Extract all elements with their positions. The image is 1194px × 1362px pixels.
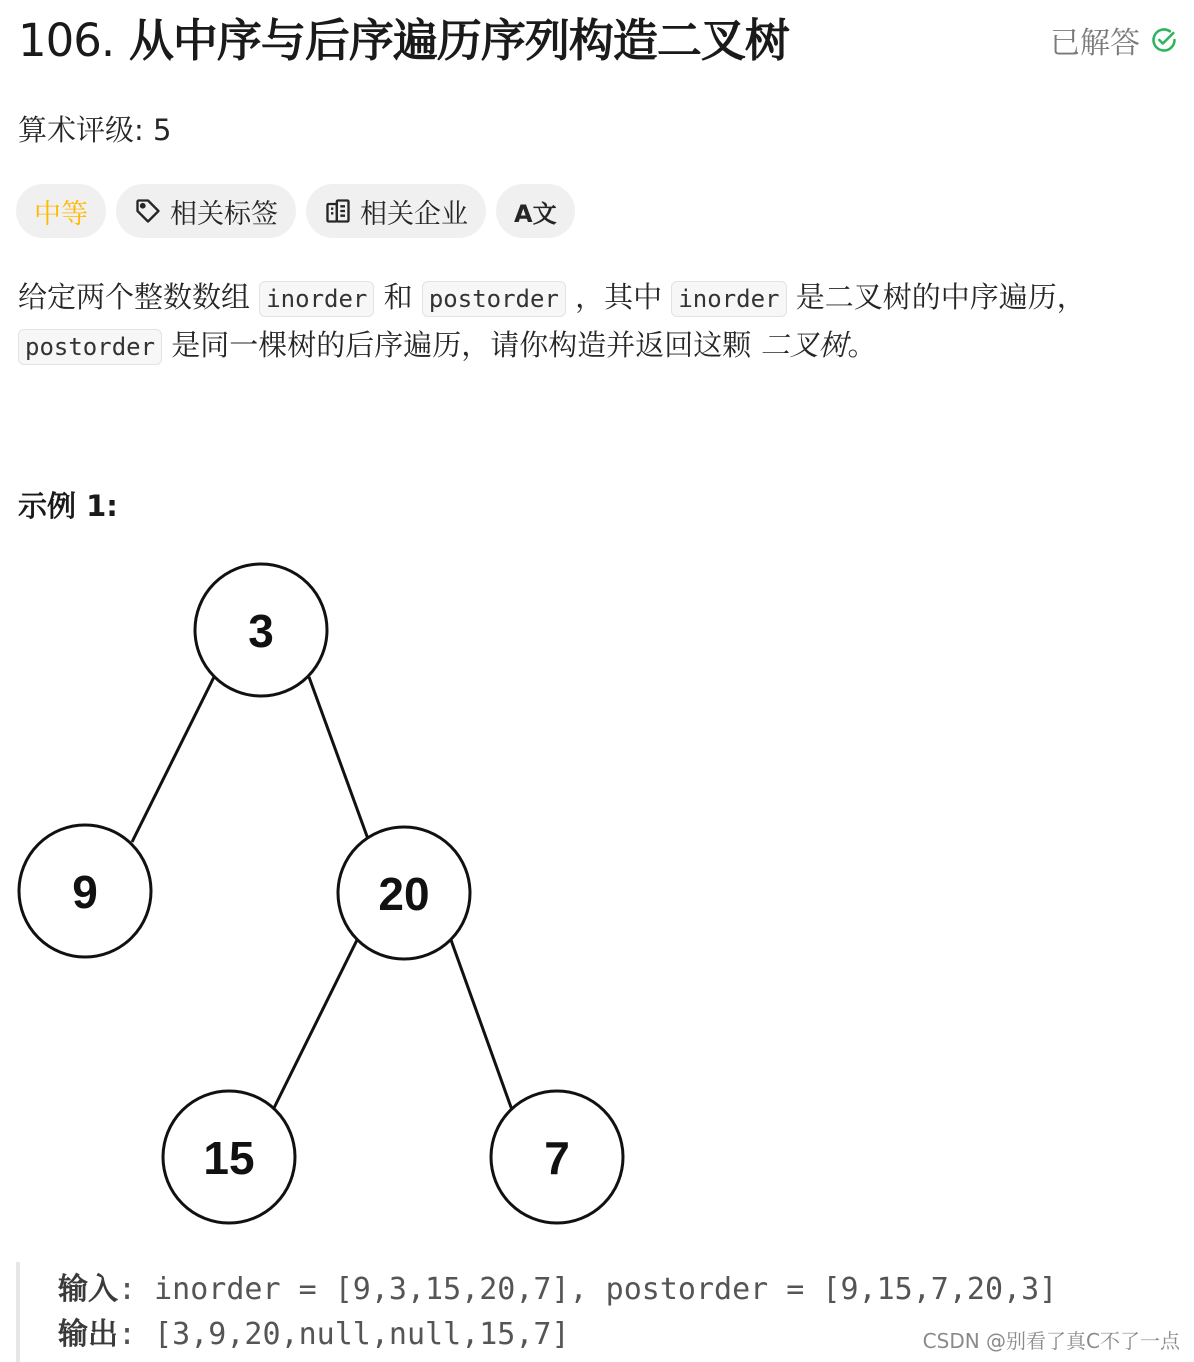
desc-text-binary-tree: 二叉树 [760, 328, 848, 362]
binary-tree-diagram [0, 555, 640, 1235]
problem-description [18, 274, 1178, 370]
rating: 算术评级: 5 [18, 113, 172, 147]
tag-bar [16, 184, 575, 238]
output-label: 输出 [58, 1317, 118, 1352]
edge-3-9 [132, 677, 214, 842]
difficulty-label: 中等 [34, 198, 88, 230]
code-postorder: postorder [422, 281, 566, 317]
code-inorder: inorder [259, 281, 374, 317]
edge-20-15 [273, 940, 357, 1110]
tree-node-9-label: 9 [72, 866, 98, 918]
difficulty-badge[interactable] [16, 184, 106, 238]
solved-label: 已解答 [1050, 26, 1140, 61]
related-tags-button[interactable] [116, 184, 296, 238]
desc-text-5: 是同一棵树的后序遍历，请你构造并返回这颗 [171, 328, 752, 362]
tag-icon [134, 197, 162, 225]
translate-icon: A文 [514, 199, 557, 228]
example-title: 示例 1: [18, 489, 118, 523]
related-companies-button[interactable] [306, 184, 486, 238]
desc-text-3: ，其中 [575, 280, 663, 314]
example-output [58, 1309, 570, 1353]
tree-node-3-label: 3 [248, 605, 274, 657]
input-value: : inorder = [9,3,15,20,7], postorder = [9,15,7,20,3] [118, 1272, 1058, 1307]
desc-text-1: 给定两个整数数组 [18, 280, 251, 314]
tree-node-7-label: 7 [544, 1132, 570, 1184]
input-label: 输入 [58, 1272, 118, 1307]
desc-text-2: 和 [383, 280, 413, 314]
translate-button[interactable] [496, 184, 575, 238]
problem-name: 从中序与后序遍历序列构造二叉树 [128, 14, 789, 67]
example-input [58, 1264, 1057, 1308]
edge-3-20 [309, 677, 368, 839]
watermark: CSDN @别看了真C不了一点 [922, 1329, 1180, 1353]
problem-title [18, 4, 789, 69]
tree-node-15-label: 15 [203, 1132, 255, 1184]
edge-20-7 [451, 940, 512, 1110]
related-tags-label: 相关标签 [170, 198, 278, 230]
tree-node-20-label: 20 [378, 868, 430, 920]
desc-text-7: 。 [847, 328, 877, 362]
code-inorder-2: inorder [671, 281, 786, 317]
check-circle-icon [1150, 26, 1178, 54]
code-postorder-2: postorder [18, 329, 162, 365]
title-row [18, 4, 1178, 74]
solved-status [1050, 18, 1178, 62]
output-value: : [3,9,20,null,null,15,7] [118, 1317, 570, 1352]
related-companies-label: 相关企业 [360, 198, 468, 230]
building-icon [324, 197, 352, 225]
problem-number: 106. [18, 14, 115, 67]
desc-text-4: 是二叉树的中序遍历， [795, 280, 1086, 314]
